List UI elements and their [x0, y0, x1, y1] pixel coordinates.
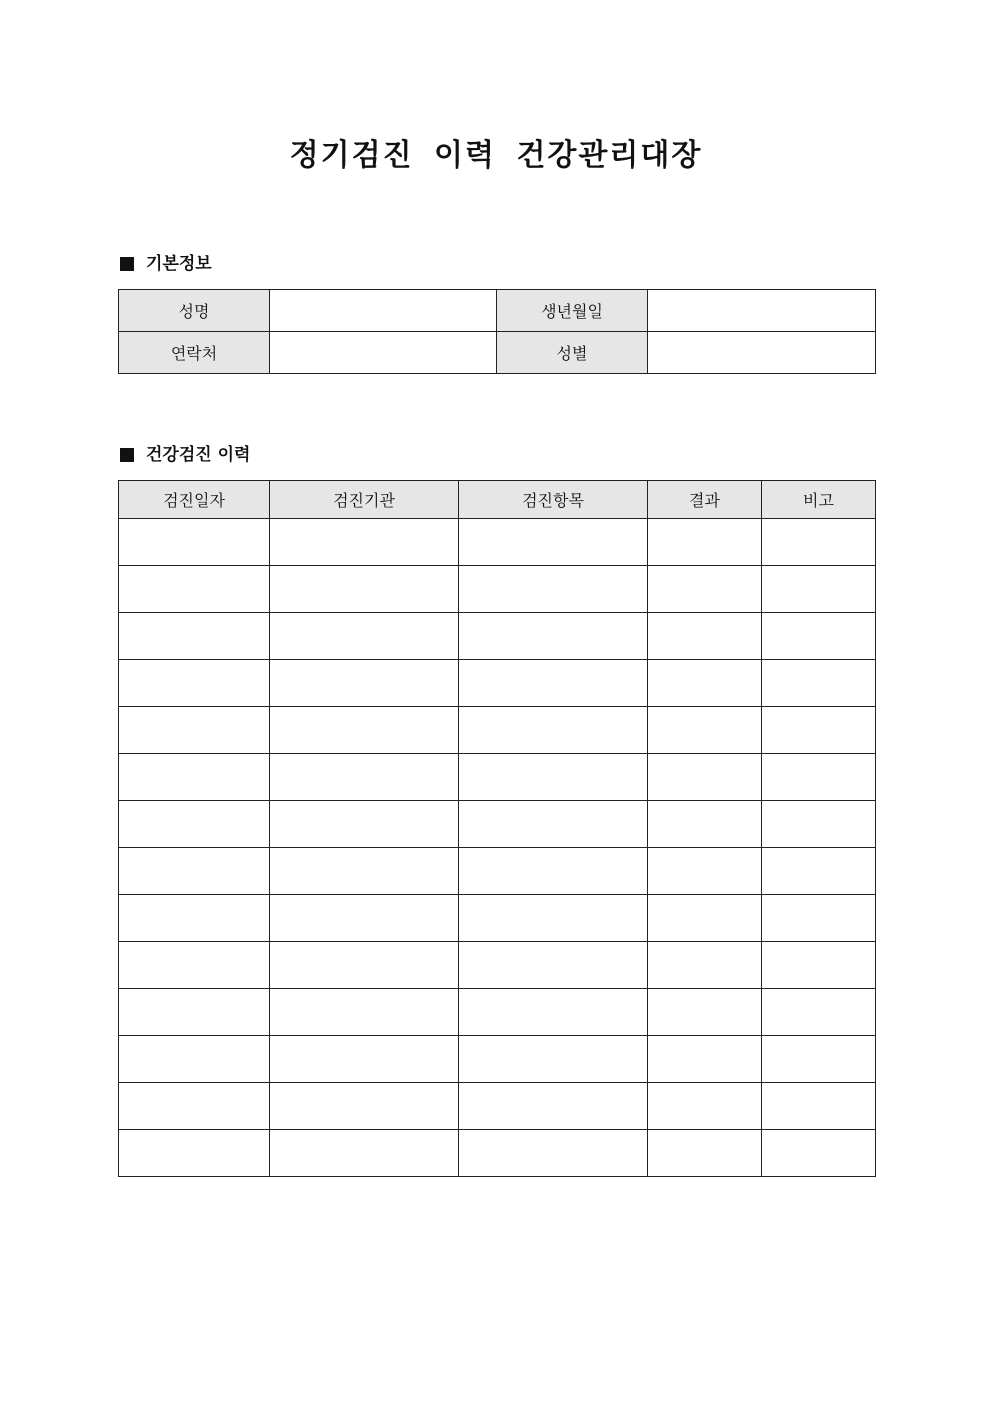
items-cell[interactable]: [459, 942, 648, 989]
result-cell[interactable]: [648, 519, 762, 566]
remarks-cell[interactable]: [762, 519, 876, 566]
remarks-cell[interactable]: [762, 707, 876, 754]
date-cell[interactable]: [119, 1036, 270, 1083]
institution-cell[interactable]: [270, 895, 459, 942]
items-cell[interactable]: [459, 707, 648, 754]
basic-info-table: [118, 289, 876, 374]
section-heading-label: 건강검진 이력: [146, 445, 251, 465]
date-cell[interactable]: [119, 989, 270, 1036]
institution-cell[interactable]: [270, 989, 459, 1036]
institution-cell[interactable]: [270, 848, 459, 895]
column-header-date: 검진일자: [119, 481, 270, 519]
table-row: [119, 801, 876, 848]
gender-field[interactable]: [648, 332, 876, 374]
table-row: [119, 942, 876, 989]
table-row: [119, 660, 876, 707]
result-cell[interactable]: [648, 1130, 762, 1177]
remarks-cell[interactable]: [762, 754, 876, 801]
table-row: [119, 989, 876, 1036]
column-header-remarks: 비고: [762, 481, 876, 519]
remarks-cell[interactable]: [762, 1036, 876, 1083]
result-cell[interactable]: [648, 754, 762, 801]
items-cell[interactable]: [459, 801, 648, 848]
remarks-cell[interactable]: [762, 1130, 876, 1177]
items-cell[interactable]: [459, 1036, 648, 1083]
institution-cell[interactable]: [270, 660, 459, 707]
result-cell[interactable]: [648, 566, 762, 613]
table-row: [119, 1036, 876, 1083]
square-bullet-icon: [120, 257, 134, 271]
items-cell[interactable]: [459, 613, 648, 660]
table-row: [119, 754, 876, 801]
remarks-cell[interactable]: [762, 895, 876, 942]
institution-cell[interactable]: [270, 613, 459, 660]
table-row: [119, 290, 876, 332]
date-cell[interactable]: [119, 942, 270, 989]
gender-label: 성별: [497, 332, 648, 374]
remarks-cell[interactable]: [762, 660, 876, 707]
remarks-cell[interactable]: [762, 801, 876, 848]
table-row: [119, 566, 876, 613]
remarks-cell[interactable]: [762, 848, 876, 895]
date-cell[interactable]: [119, 519, 270, 566]
table-row: [119, 332, 876, 374]
contact-label: 연락처: [119, 332, 270, 374]
institution-cell[interactable]: [270, 566, 459, 613]
square-bullet-icon: [120, 448, 134, 462]
column-header-institution: 검진기관: [270, 481, 459, 519]
remarks-cell[interactable]: [762, 1083, 876, 1130]
institution-cell[interactable]: [270, 1036, 459, 1083]
table-row: [119, 1130, 876, 1177]
date-cell[interactable]: [119, 895, 270, 942]
institution-cell[interactable]: [270, 707, 459, 754]
column-header-items: 검진항목: [459, 481, 648, 519]
table-row: [119, 848, 876, 895]
history-table-body: [119, 519, 876, 1177]
items-cell[interactable]: [459, 1083, 648, 1130]
remarks-cell[interactable]: [762, 613, 876, 660]
result-cell[interactable]: [648, 613, 762, 660]
items-cell[interactable]: [459, 660, 648, 707]
items-cell[interactable]: [459, 754, 648, 801]
institution-cell[interactable]: [270, 801, 459, 848]
date-cell[interactable]: [119, 848, 270, 895]
section-heading-label: 기본정보: [146, 254, 212, 274]
name-field[interactable]: [270, 290, 497, 332]
date-cell[interactable]: [119, 707, 270, 754]
items-cell[interactable]: [459, 519, 648, 566]
birthdate-field[interactable]: [648, 290, 876, 332]
result-cell[interactable]: [648, 1036, 762, 1083]
checkup-history-table: [118, 480, 876, 1177]
section-heading-basic-info: [118, 252, 212, 276]
remarks-cell[interactable]: [762, 566, 876, 613]
date-cell[interactable]: [119, 613, 270, 660]
institution-cell[interactable]: [270, 754, 459, 801]
column-header-result: 결과: [648, 481, 762, 519]
result-cell[interactable]: [648, 707, 762, 754]
table-row: [119, 707, 876, 754]
table-header-row: [119, 481, 876, 519]
institution-cell[interactable]: [270, 519, 459, 566]
result-cell[interactable]: [648, 895, 762, 942]
result-cell[interactable]: [648, 942, 762, 989]
items-cell[interactable]: [459, 895, 648, 942]
result-cell[interactable]: [648, 660, 762, 707]
table-row: [119, 519, 876, 566]
result-cell[interactable]: [648, 1083, 762, 1130]
birthdate-label: 생년월일: [497, 290, 648, 332]
page-title: 정기검진 이력 건강관리대장: [289, 138, 703, 173]
date-cell[interactable]: [119, 1130, 270, 1177]
items-cell[interactable]: [459, 848, 648, 895]
institution-cell[interactable]: [270, 1130, 459, 1177]
name-label: 성명: [119, 290, 270, 332]
result-cell[interactable]: [648, 848, 762, 895]
section-heading-history: [118, 443, 250, 467]
date-cell[interactable]: [119, 754, 270, 801]
institution-cell[interactable]: [270, 942, 459, 989]
items-cell[interactable]: [459, 566, 648, 613]
table-row: [119, 1083, 876, 1130]
contact-field[interactable]: [270, 332, 497, 374]
date-cell[interactable]: [119, 566, 270, 613]
remarks-cell[interactable]: [762, 942, 876, 989]
result-cell[interactable]: [648, 989, 762, 1036]
date-cell[interactable]: [119, 1083, 270, 1130]
result-cell[interactable]: [648, 801, 762, 848]
table-row: [119, 895, 876, 942]
items-cell[interactable]: [459, 989, 648, 1036]
institution-cell[interactable]: [270, 1083, 459, 1130]
remarks-cell[interactable]: [762, 989, 876, 1036]
date-cell[interactable]: [119, 801, 270, 848]
date-cell[interactable]: [119, 660, 270, 707]
table-row: [119, 613, 876, 660]
items-cell[interactable]: [459, 1130, 648, 1177]
